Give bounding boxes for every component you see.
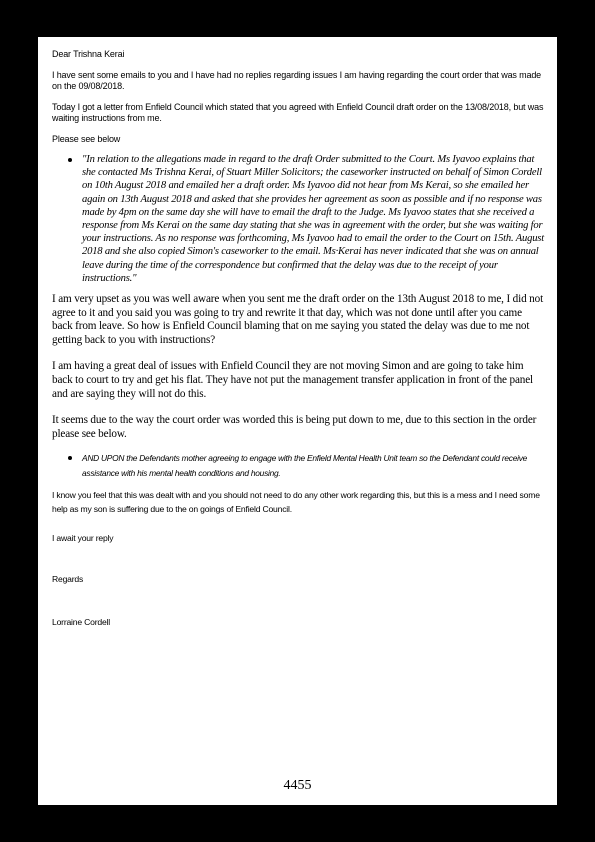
quote-list-2 (52, 451, 545, 479)
regards: Regards (52, 574, 84, 585)
quote-item (52, 153, 545, 285)
letter-body (52, 49, 545, 629)
quote-text: "In relation to the allegations made in regard to the draft Order submitted to the Court. Ms Iyavoo explains that she contacted Ms Trishna Kerai, of Stuart Miller Solicitors; the caseworker instructed on behalf of Simon Cordell on 10th August 2018 and emailed her a draft order. Ms Iyavoo did not hear from Ms Kerai, so she emailed her again on 13th August 2018 and asked that she provides her agreement as soon as possible and if no response was made by 4pm on the same day she will have to email the draft to the Judge. Ms Iyavoo states that she received a response from Ms Kerai on the same day stating that she was in agreement with the order, but she was waiting for your instructions. As no response was forthcoming, Ms Iyavoo had to email the order to the Court on 15th. August 2018 and she also copied Simon's caseworker to the email. Ms·Kerai has never indicated that she was on annual leave during the time of the correspondence but confirmed that the delay was due to the receipt of your instructions." (82, 154, 544, 284)
document-page (38, 37, 557, 805)
quote-item (52, 451, 545, 479)
paragraph-6: I know you feel that this was dealt with and you should not need to do any other work regarding this, but this is a mess and I need some help as my son is suffering due to the on goings of Enfield Council. (52, 489, 540, 514)
paragraph-4: I am having a great deal of issues with Enfield Council they are not moving Simon and are going to take him back to court to try and get his flat. They have not put the management transfer application in front of the panel and are saying they will not do this. (52, 360, 534, 400)
please-see-below: Please see below (52, 134, 121, 144)
quote-text: AND UPON the Defendants mother agreeing to engage with the Enfield Mental Health Unit team so the Defendant could receive assistance with his mental health conditions and housing. (82, 453, 528, 478)
paragraph-1: I have sent some emails to you and I have had no replies regarding issues I am having regarding the court order that was made on the 09/08/2018. (52, 70, 542, 91)
paragraph-3: I am very upset as you was well aware when you sent me the draft order on the 13th August 2018 to me, I did not agree to it and you said you was going to try and rewrite it that day, which was not done until after you came back from leave. So how is Enfield Council blaming that on me saying you stated the delay was due to me not getting back to you with instructions? (52, 293, 544, 346)
await-reply: I await your reply (52, 533, 114, 544)
paragraph-5: It seems due to the way the court order was worded this is being put down to me, due to this section in the order please see below. (52, 414, 537, 440)
salutation: Dear Trishna Kerai (52, 49, 125, 59)
signature-name: Lorraine Cordell (52, 616, 110, 627)
quote-list-1 (52, 153, 545, 285)
bullet-icon (68, 456, 72, 460)
paragraph-2: Today I got a letter from Enfield Council which stated that you agreed with Enfield Council draft order on the 13/08/2018, but was waiting instructions from me. (52, 102, 544, 123)
bullet-icon (68, 158, 72, 162)
page-number: 4455 (283, 778, 312, 793)
